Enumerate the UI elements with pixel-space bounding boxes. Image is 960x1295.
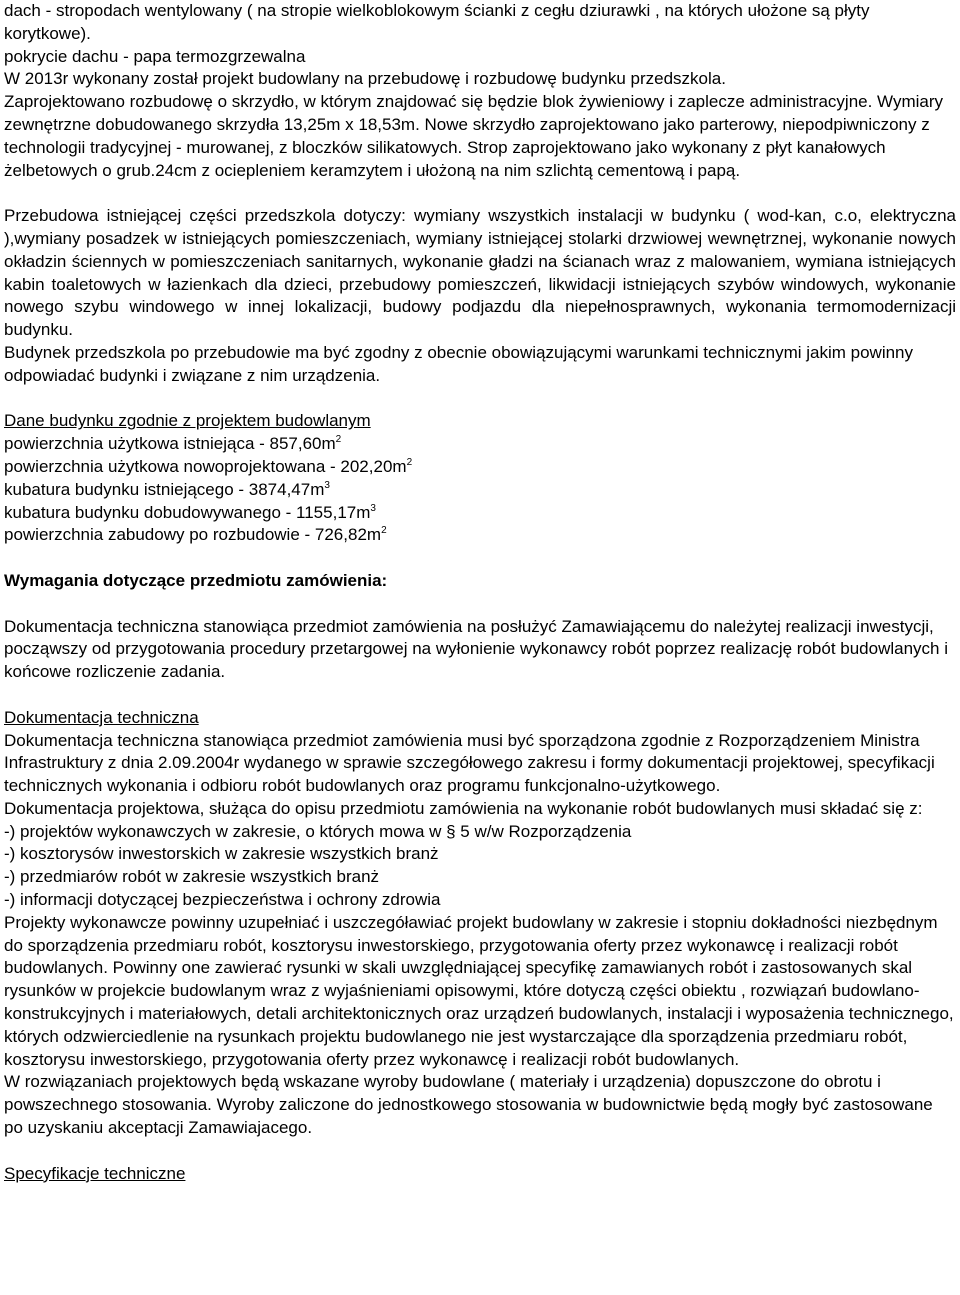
dokumentacja-wyroby: W rozwiązaniach projektowych będą wskazane wyroby budowlane ( materiały i urządzenia) dopuszczone do obrotu i powszechnego stosowania. Wyroby zaliczone do jednostkowego stosowania w budownictwie będą mogły być zastosowane po uzyskaniu akceptacji Zamawiajacego. <box>4 1072 933 1138</box>
wymagania-heading: Wymagania dotyczące przedmiotu zamówienia: <box>4 570 388 590</box>
dane-item: powierzchnia użytkowa istniejąca - $857,60m^2$ <box>4 434 342 454</box>
dane-item: powierzchnia użytkowa nowoprojektowana - $202,20m^2$ <box>4 456 413 476</box>
wymagania-paragraph: Dokumentacja techniczna stanowiąca przedmiot zamówienia na posłużyć Zamawiającemu do należytej realizacji inwestycji, począwszy od przygotowania procedury przetargowej na wyłonienie wykonawcy robót poprzez realizację robót budowlanych i końcowe rozliczenie zadania. <box>4 616 948 682</box>
dokumentacja-rozporzadzenie: Dokumentacja techniczna stanowiąca przedmiot zamówienia musi być sporządzona zgodnie z Rozporządzeniem Ministra Infrastruktury z dnia 2.09.2004r wydanego w sprawie szczegółowego zakresu i formy dokumentacji projektowej, specyfikacji technicznych wykonania i odbioru robót budowlanych oraz programu funkcjonalno-użytkowego. <box>4 730 935 796</box>
dane-heading: Dane budynku zgodnie z projektem budowlanym <box>4 411 371 431</box>
intro-rozbudowa: Zaprojektowano rozbudowę o skrzydło, w którym znajdować się będzie blok żywieniowy i zaplecze administracyjne. Wymiary zewnętrzne dobudowanego skrzydła 13,25m x 18,53m. Nowe skrzydło zaprojektowano jako parterowy, niepodpiwniczony z technologii tradycyjnej - murowanej, z bloczków silikatowych. Strop zaprojektowano jako wykonany z płyt kanałowych żelbetowych o grub.24cm z ociepleniem keramzytem i ułożoną na nim szlichtą cementową i papą. <box>4 92 944 180</box>
dokumentacja-sklad: Dokumentacja projektowa, służąca do opisu przedmiotu zamówienia na wykonanie robót budowlanych musi składać się z: <box>4 798 923 818</box>
specyfikacje-heading: Specyfikacje techniczne <box>4 1163 186 1183</box>
list-item: -) projektów wykonawczych w zakresie, o których mowa w § 5 w/w Rozporządzenia <box>4 821 632 841</box>
dokumentacja-heading: Dokumentacja techniczna <box>4 707 199 727</box>
dane-item: kubatura budynku istniejącego - $3874,47m^3$ <box>4 479 330 499</box>
intro-projekt: W 2013r wykonany został projekt budowlany na przebudowę i rozbudowę budynku przedszkola. <box>4 69 726 89</box>
list-item: -) przedmiarów robót w zakresie wszystkich branż <box>4 867 380 887</box>
list-item: -) kosztorysów inwestorskich w zakresie wszystkich branż <box>4 844 439 864</box>
przebudowa-warunki: Budynek przedszkola po przebudowie ma być zgodny z obecnie obowiązującymi warunkami technicznymi jakim powinny odpowiadać budynki i związane z nim urządzenia. <box>4 342 914 385</box>
dokumentacja-projekty-wykonawcze: Projekty wykonawcze powinny uzupełniać i uszczegóławiać projekt budowlany w zakresie i stopniu dokładności niezbędnym do sporządzenia przedmiaru robót, kosztorysu inwestorskiego, przygotowania oferty przez wykonawcę i realizacji robót budowlanych. Powinny one zawierać rysunki w skali uwzględniającej specyfikę zamawianych robót i zastosowanych skal rysunków w projekcie budowlanym wraz z wyjaśnieniami opisowymi, które dotyczą części obiektu , rozwiązań budowlano-konstrukcyjnych i materiałowych, detali architektonicznych oraz urządzeń budowlanych, instalacji i wyposażenia technicznego, których odzwierciedlenie na rysunkach projektu budowlanego nie jest wystarczające dla sporządzenia przedmiaru robót, kosztorysu inwestorskiego, przygotowania oferty przez wykonawcę i realizacji robót budowlanych. <box>4 912 954 1069</box>
dane-item: kubatura budynku dobudowywanego - $1155,17m^3$ <box>4 502 376 522</box>
przebudowa-paragraph: Przebudowa istniejącej części przedszkola dotyczy: wymiany wszystkich instalacji w budynku ( wod-kan, c.o, elektryczna ),wymiany posadzek w istniejących pomieszczeniach, wymiany istniejącej stolarki drzwiowej wewnętrznej, wykonanie nowych okładzin ściennych w pomieszczeniach sanitarnych, wykonanie gładzi na ścianach wraz z malowaniem, wymiana istniejących kabin toaletowych w łazienkach dla dzieci, przebudowy pomieszczeń, likwidacji istniejących szybów windowych, wykonanie nowego szybu windowego w innej lokalizacji, budowy podjazdu dla niepełnosprawnych, wykonania termomodernizacji budynku. <box>4 206 956 340</box>
intro-dach: dach - stropodach wentylowany ( na stropie wielkoblokowym ścianki z cegłu dziurawki , na których ułożone są płyty korytkowe). <box>4 1 870 43</box>
list-item: -) informacji dotyczącej bezpieczeństwa i ochrony zdrowia <box>4 890 441 910</box>
intro-pokrycie: pokrycie dachu - papa termozgrzewalna <box>4 46 306 66</box>
dane-item: powierzchnia zabudowy po rozbudowie - $726,82m^2$ <box>4 525 387 545</box>
